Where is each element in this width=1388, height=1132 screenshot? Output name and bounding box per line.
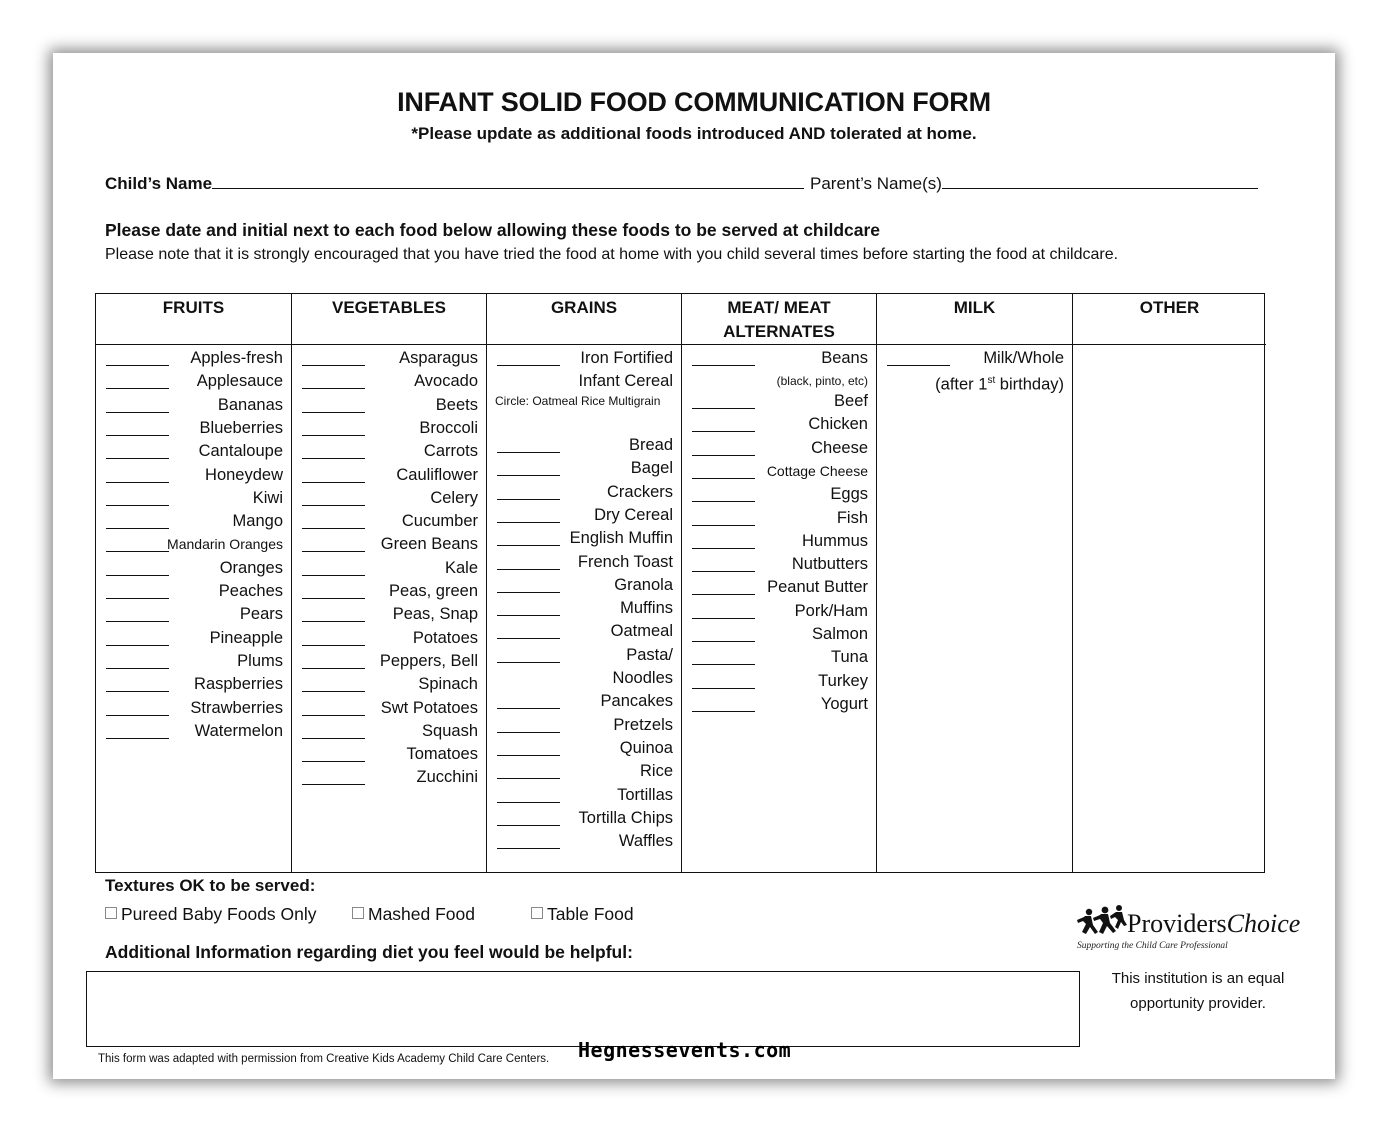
meat-row[interactable] xyxy=(692,460,868,482)
date-initial-blank[interactable] xyxy=(106,551,169,552)
meat-row[interactable] xyxy=(692,553,868,575)
grain-row[interactable] xyxy=(497,574,673,596)
date-initial-blank[interactable] xyxy=(106,365,169,366)
food-label: Milk/Whole xyxy=(983,349,1064,367)
meat-row[interactable] xyxy=(692,623,868,645)
date-initial-blank[interactable] xyxy=(302,598,365,599)
fruit-row[interactable] xyxy=(106,673,283,695)
food-label: Oranges xyxy=(219,558,283,577)
other-header: OTHER xyxy=(1073,294,1266,345)
date-initial-blank[interactable] xyxy=(497,569,560,570)
food-grid xyxy=(95,293,1265,873)
food-label: Waffles xyxy=(618,832,673,851)
form-footer: This form was adapted with permission from Creative Kids Academy Child Care Centers. xyxy=(98,1053,550,1065)
food-label: Hummus xyxy=(801,531,868,550)
logo-tagline: Supporting the Child Care Professional xyxy=(1077,941,1228,951)
vegetable-row[interactable] xyxy=(302,370,478,392)
parent-name-label: Parent’s Name(s) xyxy=(810,174,942,193)
vegetable-row[interactable] xyxy=(302,650,478,672)
parent-name-field[interactable] xyxy=(810,174,1258,194)
date-initial-blank[interactable] xyxy=(302,621,365,622)
food-label: Tomatoes xyxy=(406,745,478,764)
date-initial-blank[interactable] xyxy=(302,482,365,483)
date-initial-blank[interactable] xyxy=(497,848,560,849)
date-initial-blank[interactable] xyxy=(497,499,560,500)
food-label: Beets xyxy=(435,395,478,414)
date-initial-blank[interactable] xyxy=(106,715,169,716)
additional-info-box[interactable] xyxy=(86,971,1080,1047)
food-label: Turkey xyxy=(818,671,868,690)
vegetable-row[interactable] xyxy=(302,627,478,649)
date-initial-blank[interactable] xyxy=(302,365,365,366)
date-initial-blank[interactable] xyxy=(106,482,169,483)
form-sheet xyxy=(53,53,1335,1079)
fruit-row[interactable] xyxy=(106,440,283,462)
meat-header-line1: MEAT/ MEAT xyxy=(727,298,831,317)
vegetable-row[interactable] xyxy=(302,440,478,462)
date-initial-blank[interactable] xyxy=(106,435,169,436)
food-label: Squash xyxy=(422,721,478,740)
date-initial-blank[interactable] xyxy=(106,412,169,413)
vegetable-row[interactable] xyxy=(302,580,478,602)
date-initial-blank[interactable] xyxy=(302,668,365,669)
grain-row[interactable] xyxy=(497,667,673,689)
other-column xyxy=(1073,294,1266,872)
vegetable-row[interactable] xyxy=(302,394,478,416)
food-label: Bagel xyxy=(630,459,673,478)
food-label: Yogurt xyxy=(820,694,868,713)
meat-row[interactable] xyxy=(692,646,868,668)
date-initial-blank[interactable] xyxy=(692,478,755,479)
food-label: Oatmeal xyxy=(610,622,673,641)
date-initial-blank[interactable] xyxy=(692,571,755,572)
date-initial-blank[interactable] xyxy=(497,802,560,803)
food-label: English Muffin xyxy=(569,529,673,548)
date-initial-blank[interactable] xyxy=(692,525,755,526)
instruction-note: Please note that it is strongly encouraged that you have tried the food at home with you child several times before starting the food at childcare. xyxy=(105,246,1119,263)
food-label: Rice xyxy=(639,762,673,781)
food-label: Peas, green xyxy=(389,582,478,600)
form-title: INFANT SOLID FOOD COMMUNICATION FORM xyxy=(397,87,991,117)
grain-row[interactable] xyxy=(497,784,673,806)
date-initial-blank[interactable] xyxy=(106,458,169,459)
food-label: Strawberries xyxy=(190,698,283,717)
fruit-row[interactable] xyxy=(106,557,283,579)
food-label: Honeydew xyxy=(205,465,283,484)
food-label: Asparagus xyxy=(399,349,478,367)
date-initial-blank[interactable] xyxy=(302,738,365,739)
date-initial-blank[interactable] xyxy=(302,388,365,389)
fruits-header: FRUITS xyxy=(96,294,291,345)
checkbox-icon[interactable] xyxy=(531,907,543,919)
date-initial-blank[interactable] xyxy=(497,778,560,779)
checkbox-icon[interactable] xyxy=(105,907,117,919)
food-label: Noodles xyxy=(612,669,673,687)
texture-option-pureed[interactable]: Pureed Baby Foods Only xyxy=(105,904,317,925)
date-initial-blank[interactable] xyxy=(106,505,169,506)
food-label: Crackers xyxy=(606,482,673,501)
date-initial-blank[interactable] xyxy=(692,431,755,432)
meat-row-beans[interactable] xyxy=(692,347,868,369)
food-label: Peas, Snap xyxy=(392,605,478,624)
meat-row[interactable] xyxy=(692,390,868,412)
fruit-row[interactable] xyxy=(106,510,283,532)
meat-row[interactable] xyxy=(692,483,868,505)
date-initial-blank[interactable] xyxy=(302,412,365,413)
date-initial-blank[interactable] xyxy=(302,575,365,576)
food-label: Blueberries xyxy=(199,418,283,437)
vegetable-row[interactable] xyxy=(302,673,478,695)
vegetable-row[interactable] xyxy=(302,464,478,486)
date-initial-blank[interactable] xyxy=(692,408,755,409)
date-initial-blank[interactable] xyxy=(497,522,560,523)
food-label: Bananas xyxy=(217,395,283,414)
date-initial-blank[interactable] xyxy=(106,598,169,599)
food-label: Peaches xyxy=(218,582,283,600)
beans-note: (black, pinto, etc) xyxy=(776,374,868,388)
grains-header: GRAINS xyxy=(487,294,681,345)
vegetable-row[interactable] xyxy=(302,347,478,369)
instruction-heading: Please date and initial next to each food below allowing these foods to be served at childcare xyxy=(105,220,881,240)
food-label: Kale xyxy=(444,558,478,577)
date-initial-blank[interactable] xyxy=(106,738,169,739)
fruit-row[interactable] xyxy=(106,697,283,719)
date-initial-blank[interactable] xyxy=(106,668,169,669)
date-initial-blank[interactable] xyxy=(692,501,755,502)
food-label: Pancakes xyxy=(600,692,673,711)
date-initial-blank[interactable] xyxy=(497,825,560,826)
vegetable-row[interactable] xyxy=(302,510,478,532)
vegetable-row[interactable] xyxy=(302,417,478,439)
checkbox-icon[interactable] xyxy=(352,907,364,919)
running-figures-icon xyxy=(1075,905,1127,941)
food-label: Quinoa xyxy=(619,738,673,757)
food-label: Dry Cereal xyxy=(594,505,673,524)
food-label: Infant Cereal xyxy=(578,372,673,390)
meat-row[interactable] xyxy=(692,507,868,529)
date-initial-blank[interactable] xyxy=(692,594,755,595)
food-label: Salmon xyxy=(812,625,868,643)
milk-note: (after 1st birthday) xyxy=(935,375,1064,394)
food-label: Swt Potatoes xyxy=(380,698,478,717)
food-label: Pears xyxy=(239,605,283,624)
food-label: Tortilla Chips xyxy=(578,808,673,827)
date-initial-blank[interactable] xyxy=(692,664,755,665)
food-label: Pasta/ xyxy=(626,645,673,664)
meat-row[interactable] xyxy=(692,437,868,459)
food-label: Cottage Cheese xyxy=(766,462,868,479)
date-initial-blank[interactable] xyxy=(497,732,560,733)
food-label: Cheese xyxy=(811,438,868,457)
food-label: Beef xyxy=(834,392,868,410)
date-initial-blank[interactable] xyxy=(692,641,755,642)
food-label: Tortillas xyxy=(617,785,673,804)
date-initial-blank[interactable] xyxy=(692,618,755,619)
date-initial-blank[interactable] xyxy=(302,645,365,646)
grain-row-infant-cereal xyxy=(497,370,673,392)
date-initial-blank[interactable] xyxy=(106,645,169,646)
food-label: French Toast xyxy=(577,552,673,571)
food-label: Peppers, Bell xyxy=(379,651,478,670)
date-initial-blank[interactable] xyxy=(497,545,560,546)
fruit-row[interactable] xyxy=(106,487,283,509)
milk-row-note xyxy=(887,370,1064,392)
meat-row[interactable] xyxy=(692,576,868,598)
date-initial-blank[interactable] xyxy=(692,688,755,689)
meat-row[interactable] xyxy=(692,413,868,435)
food-label: Cucumber xyxy=(401,512,478,531)
food-label: Avocado xyxy=(414,372,478,391)
food-label: Fish xyxy=(836,508,868,527)
food-label: Muffins xyxy=(620,599,673,618)
date-initial-blank[interactable] xyxy=(887,365,950,366)
grains-column xyxy=(487,294,682,872)
cereal-circle-note: Circle: Oatmeal Rice Multigrain xyxy=(495,394,661,408)
date-initial-blank[interactable] xyxy=(302,458,365,459)
food-label: Applesauce xyxy=(196,372,283,391)
grain-row[interactable] xyxy=(497,737,673,759)
date-initial-blank[interactable] xyxy=(692,711,755,712)
fruit-row[interactable] xyxy=(106,720,283,742)
grain-row-iron-fortified[interactable] xyxy=(497,347,673,369)
parent-name-line[interactable] xyxy=(942,187,1258,189)
meat-column xyxy=(682,294,877,872)
food-label: Cantaloupe xyxy=(198,442,283,461)
vegetable-row[interactable] xyxy=(302,766,478,788)
food-label: Nutbutters xyxy=(791,555,868,574)
date-initial-blank[interactable] xyxy=(692,365,755,366)
date-initial-blank[interactable] xyxy=(106,621,169,622)
date-initial-blank[interactable] xyxy=(497,592,560,593)
fruit-row[interactable] xyxy=(106,533,283,555)
date-initial-blank[interactable] xyxy=(692,455,755,456)
date-initial-blank[interactable] xyxy=(302,784,365,785)
food-label: Granola xyxy=(614,575,673,594)
grain-row[interactable] xyxy=(497,481,673,503)
date-initial-blank[interactable] xyxy=(497,638,560,639)
date-initial-blank[interactable] xyxy=(106,528,169,529)
meat-row[interactable] xyxy=(692,693,868,715)
date-initial-blank[interactable] xyxy=(497,662,560,663)
vegetable-row[interactable] xyxy=(302,743,478,765)
food-label: Cauliflower xyxy=(396,465,478,484)
food-label: Mango xyxy=(232,512,283,531)
food-label: Spinach xyxy=(418,675,478,694)
fruit-row[interactable] xyxy=(106,603,283,625)
food-label: Zucchini xyxy=(416,768,478,787)
date-initial-blank[interactable] xyxy=(497,708,560,709)
fruit-row[interactable] xyxy=(106,627,283,649)
food-label: Chicken xyxy=(808,415,868,434)
vegetable-row[interactable] xyxy=(302,603,478,625)
meat-header xyxy=(682,294,876,345)
grain-row[interactable] xyxy=(497,597,673,619)
grain-row[interactable] xyxy=(497,551,673,573)
date-initial-blank[interactable] xyxy=(302,691,365,692)
date-initial-blank[interactable] xyxy=(302,528,365,529)
vegetables-header: VEGETABLES xyxy=(292,294,486,345)
grain-row[interactable] xyxy=(497,527,673,549)
food-label: Mandarin Oranges xyxy=(167,536,283,553)
fruits-column xyxy=(96,294,292,872)
food-label: Celery xyxy=(430,488,478,507)
food-label: Kiwi xyxy=(252,488,283,507)
date-initial-blank[interactable] xyxy=(302,435,365,436)
fruit-row[interactable] xyxy=(106,580,283,602)
child-name-label: Child’s Name xyxy=(105,174,213,193)
food-label: Iron Fortified xyxy=(580,349,673,367)
vegetable-row[interactable] xyxy=(302,557,478,579)
date-initial-blank[interactable] xyxy=(497,475,560,476)
food-label: Pineapple xyxy=(209,628,283,647)
food-label: Beans xyxy=(821,349,868,367)
grain-row[interactable] xyxy=(497,620,673,642)
meat-row[interactable] xyxy=(692,530,868,552)
food-label: Pork/Ham xyxy=(794,601,868,620)
form-subtitle: *Please update as additional foods introduced AND tolerated at home. xyxy=(411,124,977,143)
food-label: Green Beans xyxy=(380,535,478,554)
food-label: Peanut Butter xyxy=(767,578,868,597)
grain-row[interactable] xyxy=(497,760,673,782)
fruit-row[interactable] xyxy=(106,417,283,439)
food-label: Pretzels xyxy=(613,715,673,734)
date-initial-blank[interactable] xyxy=(302,715,365,716)
food-label: Bread xyxy=(628,436,673,454)
grain-row[interactable] xyxy=(497,714,673,736)
date-initial-blank[interactable] xyxy=(106,575,169,576)
vegetable-row[interactable] xyxy=(302,720,478,742)
fruit-row[interactable] xyxy=(106,347,283,369)
food-label: Raspberries xyxy=(194,675,283,694)
fruit-row[interactable] xyxy=(106,650,283,672)
date-initial-blank[interactable] xyxy=(497,755,560,756)
vegetable-row[interactable] xyxy=(302,697,478,719)
equal-opportunity-statement: This institution is an equal opportunity provider. xyxy=(1111,970,1285,1012)
date-initial-blank[interactable] xyxy=(692,548,755,549)
food-label: Watermelon xyxy=(194,721,283,740)
date-initial-blank[interactable] xyxy=(302,761,365,762)
date-initial-blank[interactable] xyxy=(497,452,560,453)
fruit-row[interactable] xyxy=(106,394,283,416)
vegetables-column xyxy=(292,294,487,872)
food-label: Eggs xyxy=(830,485,868,504)
texture-option-table[interactable]: Table Food xyxy=(531,904,634,925)
watermark: Hegnessevents.com xyxy=(578,1038,792,1062)
vegetable-row[interactable] xyxy=(302,487,478,509)
date-initial-blank[interactable] xyxy=(302,505,365,506)
date-initial-blank[interactable] xyxy=(497,365,560,366)
logo-name: ProvidersChoice xyxy=(1127,909,1301,938)
textures-label: Textures OK to be served: xyxy=(105,876,316,895)
food-label: Tuna xyxy=(831,648,868,667)
meat-header-line2: ALTERNATES xyxy=(723,322,835,341)
food-label: Broccoli xyxy=(419,418,478,437)
milk-header: MILK xyxy=(877,294,1072,345)
grain-row[interactable] xyxy=(497,457,673,479)
vegetable-row[interactable] xyxy=(302,533,478,555)
grain-row[interactable] xyxy=(497,504,673,526)
grain-row[interactable] xyxy=(497,807,673,829)
milk-row-whole[interactable] xyxy=(887,347,1064,369)
child-name-line[interactable] xyxy=(212,187,804,189)
date-initial-blank[interactable] xyxy=(302,551,365,552)
providers-choice-logo xyxy=(1075,905,1320,957)
date-initial-blank[interactable] xyxy=(106,691,169,692)
milk-column xyxy=(877,294,1073,872)
additional-info-label: Additional Information regarding diet you feel would be helpful: xyxy=(105,942,633,962)
meat-row[interactable] xyxy=(692,600,868,622)
child-name-field[interactable] xyxy=(105,174,804,194)
food-label: Carrots xyxy=(423,442,478,461)
food-label: Potatoes xyxy=(412,628,478,647)
food-label: Apples-fresh xyxy=(190,349,283,367)
date-initial-blank[interactable] xyxy=(106,388,169,389)
texture-option-mashed[interactable]: Mashed Food xyxy=(352,904,475,925)
fruit-row[interactable] xyxy=(106,370,283,392)
date-initial-blank[interactable] xyxy=(497,615,560,616)
grain-row[interactable] xyxy=(497,830,673,852)
grain-row[interactable] xyxy=(497,434,673,456)
meat-row-beans-note xyxy=(692,370,868,392)
meat-row[interactable] xyxy=(692,670,868,692)
grain-row[interactable] xyxy=(497,690,673,712)
fruit-row[interactable] xyxy=(106,464,283,486)
food-label: Plums xyxy=(237,651,283,670)
grain-row[interactable] xyxy=(497,644,673,666)
